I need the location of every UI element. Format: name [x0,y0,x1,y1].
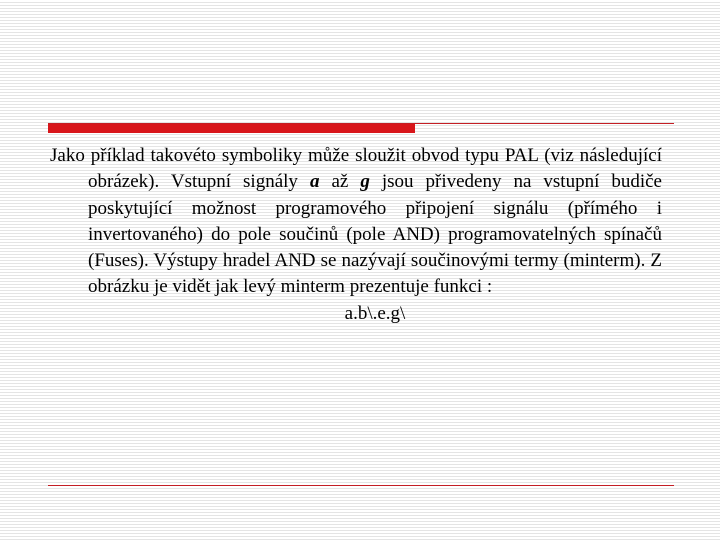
title-divider-accent-bar [48,124,415,133]
slide-body [50,143,662,327]
paragraph-text-part1: Jako příklad takovéto symboliky může sloužit obvod typu PAL (viz následující obrázek). Vstupní signály [50,145,662,193]
footer-divider-line [48,485,674,486]
signal-g-label: g [360,171,370,193]
paragraph-text-part2: až [319,171,361,193]
paragraph-text-part3: jsou přivedeny na vstupní budiče poskytující možnost programového připojení signálu (přímého i invertovaného) do pole součinů (pole AND) programovatelných spínačů (Fuses). Výstupy hradel AND se nazývají součinovými termy (minterm). Z obrázku je vidět jak levý minterm prezentuje funkci : [88,171,662,298]
function-formula: a.b\.e.g\ [344,302,406,324]
body-paragraph [50,143,662,301]
signal-a-label: a [309,171,320,193]
